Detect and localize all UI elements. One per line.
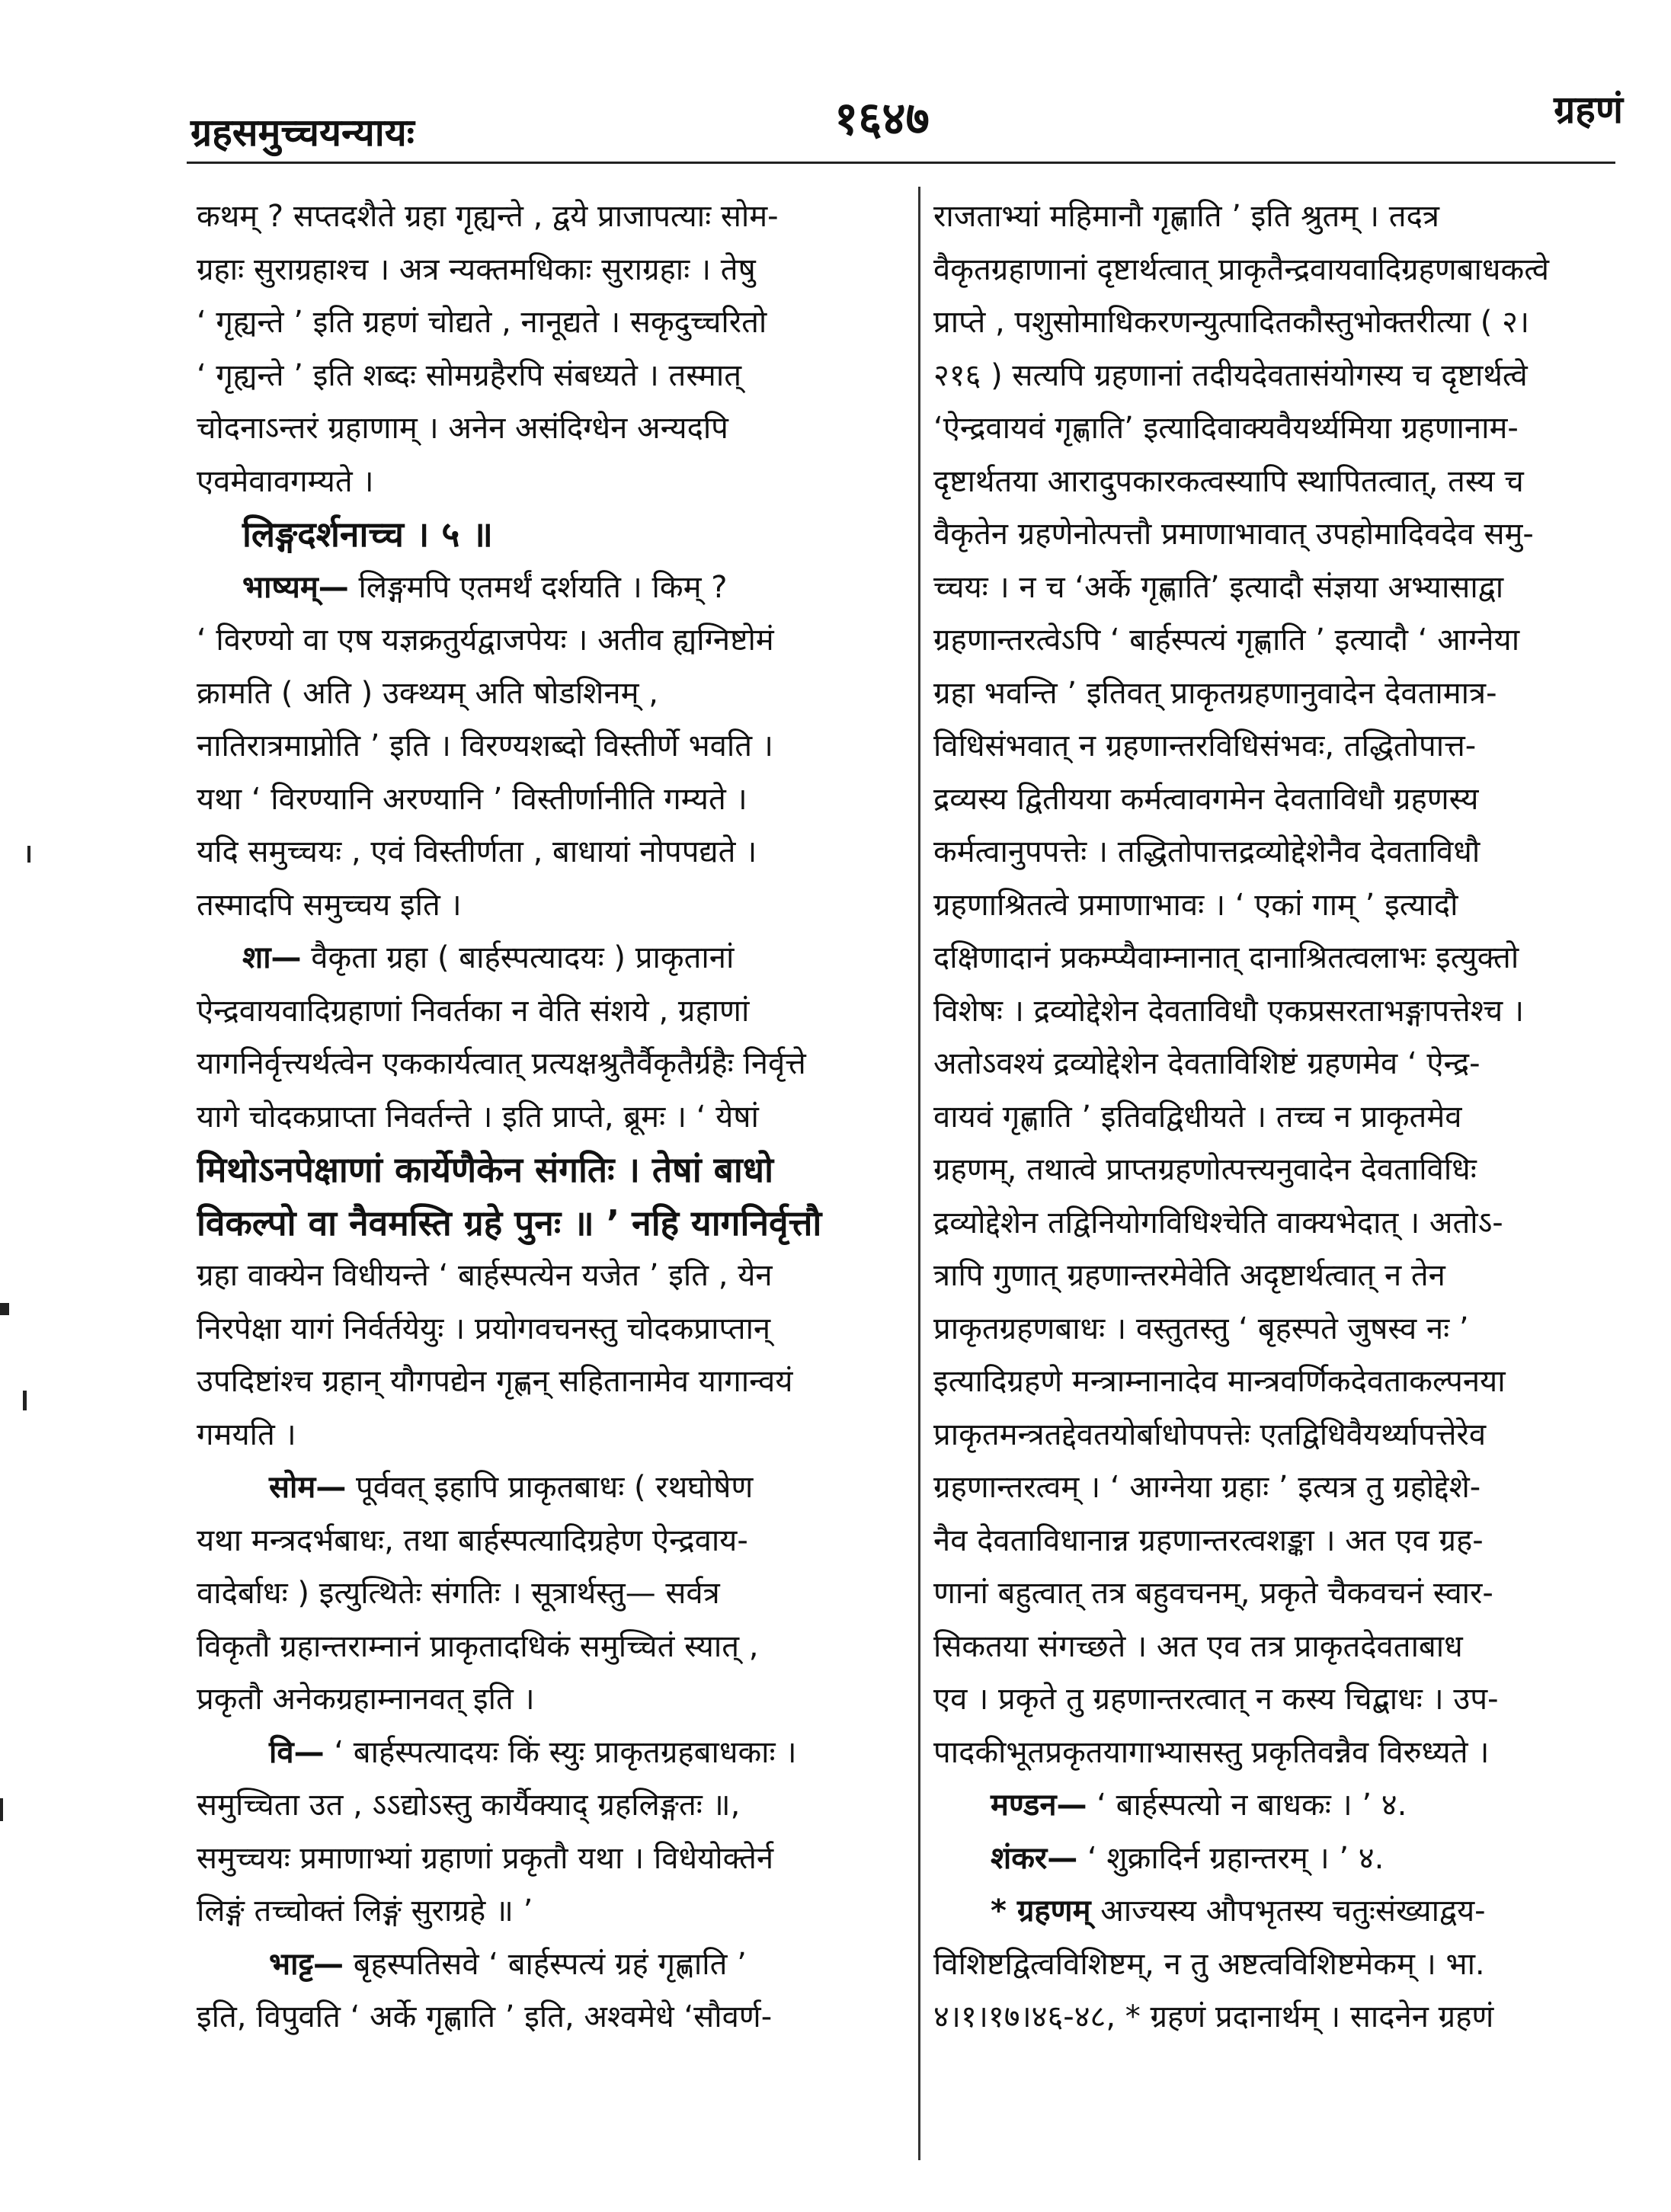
scan-mark [0,1798,3,1821]
text-line [933,667,1615,721]
line-text: एवमेवावगम्यते । [197,463,374,499]
line-text: द्रव्योद्देशेन तद्विनियोगविधिश्चेति वाक्यभेदात् । अतोऽ- [933,1205,1503,1240]
section-label: सोम— [269,1470,347,1505]
line-text: नातिरात्रमाप्नोति ’ इति । विरण्यशब्दो विस्तीर्णे भवति । [197,728,773,763]
line-text: ग्रहा भवन्ति ’ इतिवत् प्राकृतग्रहणानुवादेन देवतामात्र- [933,675,1497,711]
line-text: लिङ्गं तच्चोक्तं लिङ्गं सुराग्रहे ॥ ’ [197,1893,533,1929]
text-line [933,1991,1615,2044]
text-line [933,720,1615,773]
text-line [933,1250,1615,1303]
text-line [933,1091,1615,1144]
text-line [933,879,1615,933]
line-text: ‘ विरण्यो वा एष यज्ञक्रतुर्यद्वाजपेयः । अतीव ह्यग्निष्टोमं [197,623,774,658]
text-line [933,508,1615,562]
section-label: शा— [242,940,302,975]
text-line [933,773,1615,827]
text-line [197,667,901,721]
text-line [197,932,901,985]
line-text: वायवं गृह्णाति ’ इतिवद्विधीयते । तच्च न प्राकृतमेव [933,1099,1462,1135]
line-text: ‘ गृह्यन्ते ’ इति ग्रहणं चोद्यते , नानूद्यते । सकृदुच्चरितो [197,305,767,340]
line-text: उपदिष्टांश्च ग्रहान् यौगपद्येन गृह्णन् सहितानामेव यागान्वयं [197,1364,793,1399]
line-text: इति, विपुवति ‘ अर्के गृह्णाति ’ इति, अश्वमेधे ‘सौवर्ण- [197,1999,773,2034]
line-text: लिङ्गदर्शनाच्च । ५ ॥ [242,514,493,555]
scan-mark [0,1303,9,1315]
line-text: सिकतया संगच्छते । अत एव तत्र प्राकृतदेवताबाध [933,1628,1463,1664]
text-line [933,1197,1615,1250]
line-text: २१६ ) सत्यपि ग्रहणानां तदीयदेवतासंयोगस्य च दृष्टार्थत्वे [933,357,1528,393]
text-line [197,1303,901,1356]
text-line [933,190,1615,244]
line-text: दक्षिणादानं प्रकम्प्यैवाम्नानात् दानाश्रितत्वलाभः इत्युक्तो [933,940,1519,975]
line-text: अतोऽवश्यं द्रव्योद्देशेन देवताविशिष्टं ग्रहणमेव ‘ ऐन्द्र- [933,1046,1481,1081]
line-text: यदि समुच्चयः , एवं विस्तीर्णता , बाधायां नोपपद्यते । [197,834,757,869]
line-text: प्राप्ते , पशुसोमाधिकरणन्युत्पादितकौस्तुभोक्तरीत्या ( २। [933,305,1530,340]
text-line [197,1621,901,1674]
line-text: यथा ‘ विरण्यानि अरण्यानि ’ विस्तीर्णानीति गम्यते । [197,781,747,817]
right-column [933,190,1615,2044]
line-text: इत्यादिग्रहणे मन्त्राम्नानादेव मान्त्रवर्णिकदेवताकल्पनया [933,1364,1506,1399]
line-text: ग्रहणाश्रितत्वे प्रमाणाभावः । ‘ एकां गाम् ’ इत्यादौ [933,887,1458,923]
line-text: णानां बहुत्वात् तत्र बहुवचनम्, प्रकृते चैकवचनं स्वार- [933,1576,1493,1611]
text-line [197,1409,901,1462]
line-text: प्राकृतग्रहणबाधः । वस्तुतस्तु ‘ बृहस्पते जुषस्व नः ’ [933,1311,1469,1346]
text-line [197,456,901,509]
text-line [197,296,901,350]
line-text: कथम् ? सप्तदशैते ग्रहा गृह्यन्ते , द्वये प्राजापत्याः सोम- [197,199,779,234]
text-line [933,1409,1615,1462]
text-line [197,879,901,933]
line-text: प्रकृतौ अनेकग्रहाम्नानवत् इति । [197,1682,535,1717]
line-text: ‘ गृह्यन्ते ’ इति शब्दः सोमग्रहैरपि संबध्यते । तस्मात् [197,357,741,393]
column-divider [918,187,920,2160]
section-label: वि— [269,1734,325,1770]
line-text: वादेर्बाधः ) इत्युत्थितेः संगतिः । सूत्रार्थस्तु— सर्वत्र [197,1576,720,1611]
line-text: वैकृतेन ग्रहणेनोत्पत्तौ प्रमाणाभावात् उपहोमादिवदेव समु- [933,517,1534,552]
text-line [933,985,1615,1039]
line-text: ग्रहणान्तरत्वम् । ‘ आग्नेया ग्रहाः ’ इत्यत्र तु ग्रहोद्देशे- [933,1470,1481,1505]
section-label: * ग्रहणम् [991,1893,1091,1929]
line-text: ४।१।१७।४६-४८, * ग्रहणं प्रदानार्थम् । सादनेन ग्रहणं [933,1999,1494,2034]
text-line [933,1303,1615,1356]
line-text: ग्रहा वाक्येन विधीयन्ते ‘ बार्हस्पत्येन यजेत ’ इति , येन [197,1258,773,1293]
text-line [933,614,1615,667]
line-text: आज्यस्य औपभृतस्य चतुःसंख्याद्वय- [1090,1893,1486,1929]
line-text: चोदनाऽन्तरं ग्रहाणाम् । अनेन असंदिग्धेन अन्यदपि [197,411,728,446]
text-line [197,1250,901,1303]
text-line [197,402,901,456]
line-text: समुच्चयः प्रमाणाभ्यां ग्रहाणां प्रकृतौ यथा । विधेयोक्तेर्न [197,1840,774,1876]
text-line [933,456,1615,509]
line-text: लिङ्गमपि एतमर्थं दर्शयति । किम् ? [348,569,728,605]
text-line [933,1885,1615,1938]
line-text: ग्रहणान्तरत्वेऽपि ‘ बार्हस्पत्यं गृह्णाति ’ इत्यादौ ‘ आग्नेया [933,623,1520,658]
text-line [933,1938,1615,1992]
line-text: पादकीभूतप्रकृतयागाभ्यासस्तु प्रकृतिवन्नैव विरुध्यते । [933,1734,1490,1770]
text-line [933,1621,1615,1674]
left-column [197,190,901,2044]
line-text: राजताभ्यां महिमानौ गृह्णाति ’ इति श्रुतम् । तदत्र [933,199,1439,234]
headword: ग्रहणं [1554,88,1623,132]
text-line [197,1833,901,1886]
text-line [933,932,1615,985]
text-line [197,1356,901,1409]
line-text: नैव देवताविधानान्न ग्रहणान्तरत्वशङ्का । अत एव ग्रह- [933,1522,1484,1558]
line-text: गमयति । [197,1417,296,1452]
text-line [197,1673,901,1727]
text-line [933,1356,1615,1409]
text-line [197,720,901,773]
text-line [197,1038,901,1091]
text-line [197,1779,901,1833]
text-line [933,402,1615,456]
line-text: समुच्चिता उत , ऽऽद्योऽस्तु कार्यैक्याद् ग्रहलिङ्गतः ॥, [197,1788,741,1823]
text-line [197,1938,901,1992]
text-line [933,1567,1615,1621]
line-text: यागनिर्वृत्त्यर्थत्वेन एककार्यत्वात् प्रत्यक्षश्रुतैर्वैकृतैर्ग्रहैः निर्वृत्ते [197,1046,806,1081]
text-line [933,244,1615,297]
scan-mark [23,1391,27,1410]
text-line [933,826,1615,879]
text-line [933,1833,1615,1886]
text-line [933,1673,1615,1727]
text-line [197,1885,901,1938]
line-text: यथा मन्त्रदर्भबाधः, तथा बार्हस्पत्यादिग्रहेण ऐन्द्रवाय- [197,1522,748,1558]
line-text: दृष्टार्थतया आरादुपकारकत्वस्यापि स्थापितत्वात्, तस्य च [933,463,1524,499]
text-line [197,1461,901,1515]
line-text: प्राकृतमन्त्रतद्देवतयोर्बाधोपपत्तेः एतद्विधिवैयर्थ्यापत्तेरेव [933,1417,1487,1452]
line-text: ऐन्द्रवायवादिग्रहाणां निवर्तका न वेति संशये , ग्रहाणां [197,993,750,1029]
text-line [197,1144,901,1197]
text-line [933,1038,1615,1091]
line-text: ग्रहाः सुराग्रहाश्च । अत्र न्यक्तमधिकाः सुराग्रहाः । तेषु [197,251,756,287]
text-line [933,1144,1615,1197]
text-line [197,1991,901,2044]
line-text: वैकृतग्रहाणानां दृष्टार्थत्वात् प्राकृतैन्द्रवायवादिग्रहणबाधकत्वे [933,251,1550,287]
section-label: भाट्ट— [269,1946,344,1982]
line-text: पूर्ववत् इहापि प्राकृतबाधः ( रथघोषेण [346,1470,754,1505]
text-line [197,826,901,879]
text-line [197,562,901,615]
line-text: एव । प्रकृते तु ग्रहणान्तरत्वात् न कस्य चिद्बाधः । उप- [933,1682,1499,1717]
line-text: विकल्पो वा नैवमस्ति ग्रहे पुनः ॥ ’ नहि यागनिर्वृत्तौ [197,1202,822,1244]
line-text: विशिष्टद्वित्वविशिष्टम्, न तु अष्टत्वविशिष्टमेकम् । भा. [933,1946,1485,1982]
running-title: ग्रहसमुच्चयन्यायः [190,110,415,155]
line-text: कर्मत्वानुपपत्तेः । तद्धितोपात्तद्रव्योद्देशेनैव देवताविधौ [933,834,1481,869]
line-text: ‘ऐन्द्रवायवं गृह्णाति’ इत्यादिवाक्यवैयर्थ्यमिया ग्रहणानाम- [933,411,1519,446]
text-line [197,1197,901,1250]
section-label: मण्डन— [991,1788,1087,1823]
text-line [933,1779,1615,1833]
line-text: विकृतौ ग्रहान्तराम्नानं प्राकृतादधिकं समुच्चितं स्यात् , [197,1628,759,1664]
text-line [197,1567,901,1621]
page-header [190,82,1623,155]
line-text: ‘ शुक्रादिर्न ग्रहान्तरम् । ’ ४. [1077,1840,1384,1876]
scan-mark [27,846,30,863]
text-line [933,1515,1615,1568]
line-text: क्रामति ( अति ) उक्थ्यम् अति षोडशिनम् , [197,675,658,711]
line-text: च्चयः । न च ‘अर्के गृह्णाति’ इत्यादौ संज्ञया अभ्यासाद्वा [933,569,1504,605]
text-line [933,1727,1615,1780]
text-line [933,296,1615,350]
text-line [197,508,901,562]
line-text: बृहस्पतिसवे ‘ बार्हस्पत्यं ग्रहं गृह्णाति ’ [344,1946,747,1982]
line-text: तस्मादपि समुच्चय इति । [197,887,462,923]
text-line [197,1727,901,1780]
text-line [197,190,901,244]
line-text: यागे चोदकप्राप्ता निवर्तन्ते । इति प्राप्ते, ब्रूमः । ‘ येषां [197,1099,759,1135]
text-line [197,244,901,297]
text-line [933,1461,1615,1515]
text-line [197,1091,901,1144]
line-text: ‘ बार्हस्पत्यादयः किं स्युः प्राकृतग्रहबाधकाः । [324,1734,797,1770]
line-text: मिथोऽनपेक्षाणां कार्येणैकेन संगतिः । तेषां बाधो [197,1149,774,1190]
text-line [197,1515,901,1568]
line-text: ग्रहणम्, तथात्वे प्राप्तग्रहणोत्पत्त्यनुवादेन देवताविधिः [933,1152,1477,1187]
section-label: भाष्यम्— [242,569,349,605]
section-label: शंकर— [991,1840,1078,1876]
text-line [197,773,901,827]
line-text: त्रापि गुणात् ग्रहणान्तरमेवेति अदृष्टार्थत्वात् न तेन [933,1258,1445,1293]
line-text: द्रव्यस्य द्वितीयया कर्मत्वावगमेन देवताविधौ ग्रहणस्य [933,781,1479,817]
page-number: १६४७ [834,92,930,146]
text-line [197,985,901,1039]
text-line [933,350,1615,403]
text-line [933,562,1615,615]
text-line [197,614,901,667]
line-text: ‘ बार्हस्पत्यो न बाधकः । ’ ४. [1087,1788,1407,1823]
line-text: निरपेक्षा यागं निर्वर्तयेयुः । प्रयोगवचनस्तु चोदकप्राप्तान् [197,1311,771,1346]
line-text: विशेषः । द्रव्योद्देशेन देवताविधौ एकप्रसरताभङ्गापत्तेश्च । [933,993,1525,1029]
line-text: विधिसंभवात् न ग्रहणान्तरविधिसंभवः, तद्धितोपात्त- [933,728,1477,763]
text-line [197,350,901,403]
header-rule [187,162,1615,164]
line-text: वैकृता ग्रहा ( बार्हस्पत्यादयः ) प्राकृतानां [301,940,735,975]
